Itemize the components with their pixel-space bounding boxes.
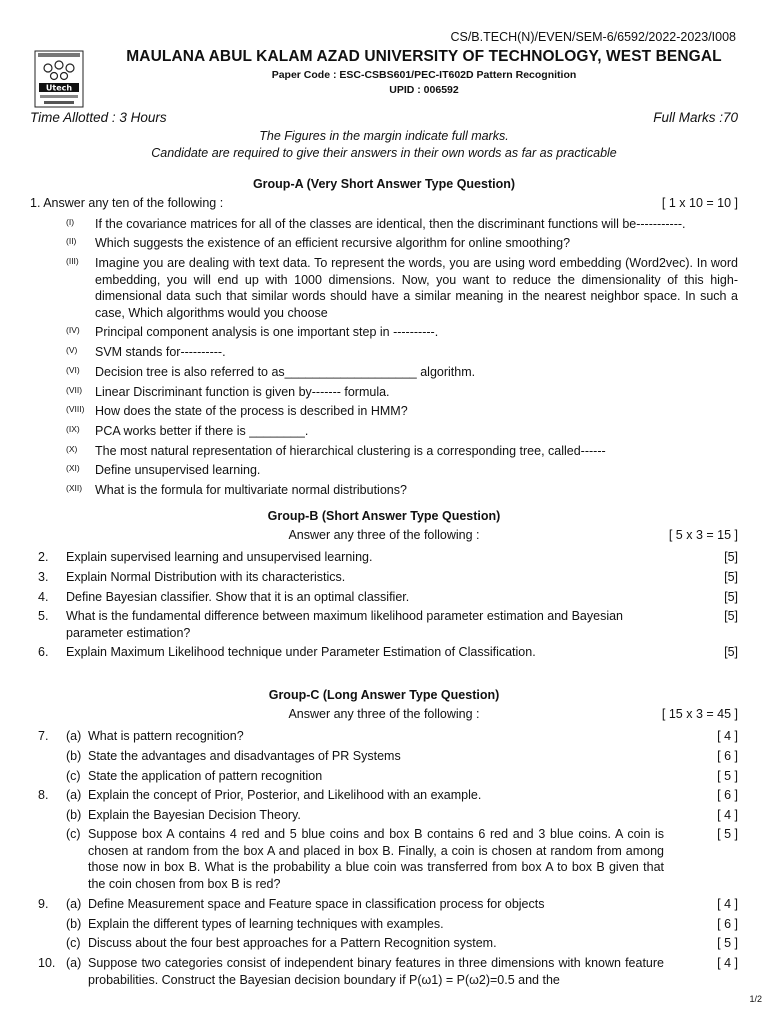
question-marks: [5] (724, 570, 738, 584)
full-marks: Full Marks :70 (653, 110, 738, 125)
question-text: Explain supervised learning and unsupervised learning. (66, 550, 373, 564)
question-text: State the advantages and disadvantages of PR Systems (88, 749, 401, 763)
question-1-marks: [ 1 x 10 = 10 ] (661, 196, 738, 210)
question-row (38, 826, 738, 894)
question-row (38, 768, 738, 786)
question-part: (c) (66, 769, 81, 783)
question-item (66, 423, 738, 440)
item-number: (VII) (66, 385, 83, 395)
logo-text: Utech (45, 83, 73, 93)
question-item (66, 324, 738, 341)
page-number: 1/2 (749, 994, 762, 1004)
item-text: The most natural representation of hierarchical clustering is a corresponding tree, called------ (95, 444, 606, 458)
question-item (66, 462, 738, 479)
question-text: State the application of pattern recognition (88, 769, 323, 783)
item-number: (VIII) (66, 404, 85, 414)
question-marks: [ 6 ] (717, 917, 738, 931)
item-text: Linear Discriminant function is given by------- formula. (95, 385, 390, 399)
question-marks: [ 4 ] (717, 808, 738, 822)
question-item (66, 482, 738, 499)
question-part: (b) (66, 749, 82, 763)
question-1-label: 1. Answer any ten of the following : (30, 196, 224, 210)
question-item (66, 443, 738, 460)
item-number: (VI) (66, 365, 80, 375)
question-text: Discuss about the four best approaches for a Pattern Recognition system. (88, 936, 497, 950)
question-text: What is the fundamental difference between maximum likelihood parameter estimation and Bayesian parameter estimation? (66, 609, 624, 640)
question-item (66, 344, 738, 361)
margin-note: The Figures in the margin indicate full marks. (259, 129, 509, 143)
question-part: (a) (66, 729, 82, 743)
question-number: 5. (38, 609, 49, 623)
question-row (38, 569, 738, 587)
question-row (38, 935, 738, 953)
question-item (66, 255, 738, 321)
item-number: (IV) (66, 325, 80, 335)
item-number: (XI) (66, 463, 80, 473)
item-number: (IX) (66, 424, 80, 434)
paper-code: Paper Code : ESC-CSBS601/PEC-IT602D Pattern Recognition (271, 69, 577, 81)
question-number: 3. (38, 570, 49, 584)
question-marks: [ 6 ] (717, 749, 738, 763)
question-number: 8. (38, 788, 49, 802)
question-text: Define Bayesian classifier. Show that it is an optimal classifier. (66, 590, 410, 604)
item-number: (III) (66, 256, 79, 266)
question-row (38, 787, 738, 805)
question-part: (b) (66, 808, 82, 822)
question-marks: [ 5 ] (717, 936, 738, 950)
group-c-instruction: Answer any three of the following : (288, 707, 480, 721)
item-number: (X) (66, 444, 78, 454)
item-text: SVM stands for----------. (95, 345, 226, 359)
question-number: 9. (38, 897, 49, 911)
item-text: PCA works better if there is ________. (95, 424, 309, 438)
question-row (38, 896, 738, 914)
question-item (66, 384, 738, 401)
question-item (66, 216, 738, 233)
group-b-title: Group-B (Short Answer Type Question) (267, 509, 501, 523)
question-marks: [5] (724, 550, 738, 564)
question-part: (a) (66, 956, 82, 970)
question-row (38, 728, 738, 746)
group-a-title: Group-A (Very Short Answer Type Question) (252, 177, 516, 191)
question-marks: [ 4 ] (717, 729, 738, 743)
item-number: (I) (66, 217, 75, 227)
question-number: 4. (38, 590, 49, 604)
item-text: Imagine you are dealing with text data. To represent the words, you are using word embedding (Word2vec). In word embedding, you will end up with 1000 dimensions. Now, you want to reduce the dimensionality of this high-dimensional data such that similar words should have a similar meaning in the nearest neighbor space. In such a case, Which algorithms would you choose (95, 256, 738, 320)
question-marks: [5] (724, 609, 738, 623)
question-row (38, 644, 738, 662)
question-text: Explain the different types of learning techniques with examples. (88, 917, 444, 931)
item-number: (V) (66, 345, 78, 355)
university-name: MAULANA ABUL KALAM AZAD UNIVERSITY OF TECHNOLOGY, WEST BENGAL (126, 48, 722, 65)
question-row (38, 608, 738, 642)
group-c-marks: [ 15 x 3 = 45 ] (661, 707, 738, 721)
question-part: (a) (66, 897, 82, 911)
question-marks: [ 4 ] (717, 956, 738, 970)
question-marks: [5] (724, 645, 738, 659)
time-allotted: Time Allotted : 3 Hours (30, 110, 167, 125)
item-text: What is the formula for multivariate normal distributions? (95, 483, 407, 497)
question-item (66, 403, 738, 420)
question-part: (a) (66, 788, 82, 802)
item-text: Decision tree is also referred to as___________________ algorithm. (95, 365, 476, 379)
question-row (38, 916, 738, 934)
question-text: Define Measurement space and Feature space in classification process for objects (88, 897, 545, 911)
group-b-instruction: Answer any three of the following : (288, 528, 480, 542)
item-text: How does the state of the process is described in HMM? (95, 404, 408, 418)
upid: UPID : 006592 (389, 84, 459, 96)
question-part: (b) (66, 917, 82, 931)
question-item (66, 364, 738, 381)
question-row (38, 748, 738, 766)
question-marks: [ 5 ] (717, 769, 738, 783)
question-text: Suppose box A contains 4 red and 5 blue coins and box B contains 6 red and 3 blue coins. A coin is chosen at random from the box A and placed in box B. Finally, a coin is chosen at random from among those now in box B. What is the probability a blue coin was transferred from box A to box B given that the coin chosen from box B is red? (88, 827, 664, 891)
item-text: Principal component analysis is one important step in ----------. (95, 325, 439, 339)
question-row (38, 589, 738, 607)
item-text: Which suggests the existence of an efficient recursive algorithm for online smoothing? (95, 236, 571, 250)
university-logo (34, 50, 84, 108)
question-number: 6. (38, 645, 49, 659)
paper-reference-code: CS/B.TECH(N)/EVEN/SEM-6/6592/2022-2023/I008 (450, 30, 736, 44)
question-text: Suppose two categories consist of independent binary features in three dimensions with known feature probabilities. Construct the Bayesian decision boundary if P(ω1) = P(ω2)=0.5 and the (88, 956, 664, 987)
question-marks: [ 6 ] (717, 788, 738, 802)
question-row (38, 549, 738, 567)
question-number: 2. (38, 550, 49, 564)
question-row (38, 807, 738, 825)
question-number: 10. (38, 956, 56, 970)
question-text: Explain Maximum Likelihood technique under Parameter Estimation of Classification. (66, 645, 536, 659)
question-marks: [ 4 ] (717, 897, 738, 911)
item-text: If the covariance matrices for all of the classes are identical, then the discriminant functions will be-----------. (95, 217, 686, 231)
group-b-marks: [ 5 x 3 = 15 ] (668, 528, 738, 542)
item-number: (XII) (66, 483, 83, 493)
question-text: Explain the Bayesian Decision Theory. (88, 808, 301, 822)
item-text: Define unsupervised learning. (95, 463, 261, 477)
question-marks: [5] (724, 590, 738, 604)
question-row (38, 955, 738, 989)
question-part: (c) (66, 827, 81, 841)
question-number: 7. (38, 729, 49, 743)
item-number: (II) (66, 236, 77, 246)
question-text: What is pattern recognition? (88, 729, 244, 743)
question-marks: [ 5 ] (717, 827, 738, 841)
question-part: (c) (66, 936, 81, 950)
question-item (66, 235, 738, 252)
candidate-note: Candidate are required to give their answers in their own words as far as practicable (151, 146, 617, 160)
question-text: Explain Normal Distribution with its characteristics. (66, 570, 346, 584)
group-c-title: Group-C (Long Answer Type Question) (268, 688, 500, 702)
question-text: Explain the concept of Prior, Posterior, and Likelihood with an example. (88, 788, 482, 802)
